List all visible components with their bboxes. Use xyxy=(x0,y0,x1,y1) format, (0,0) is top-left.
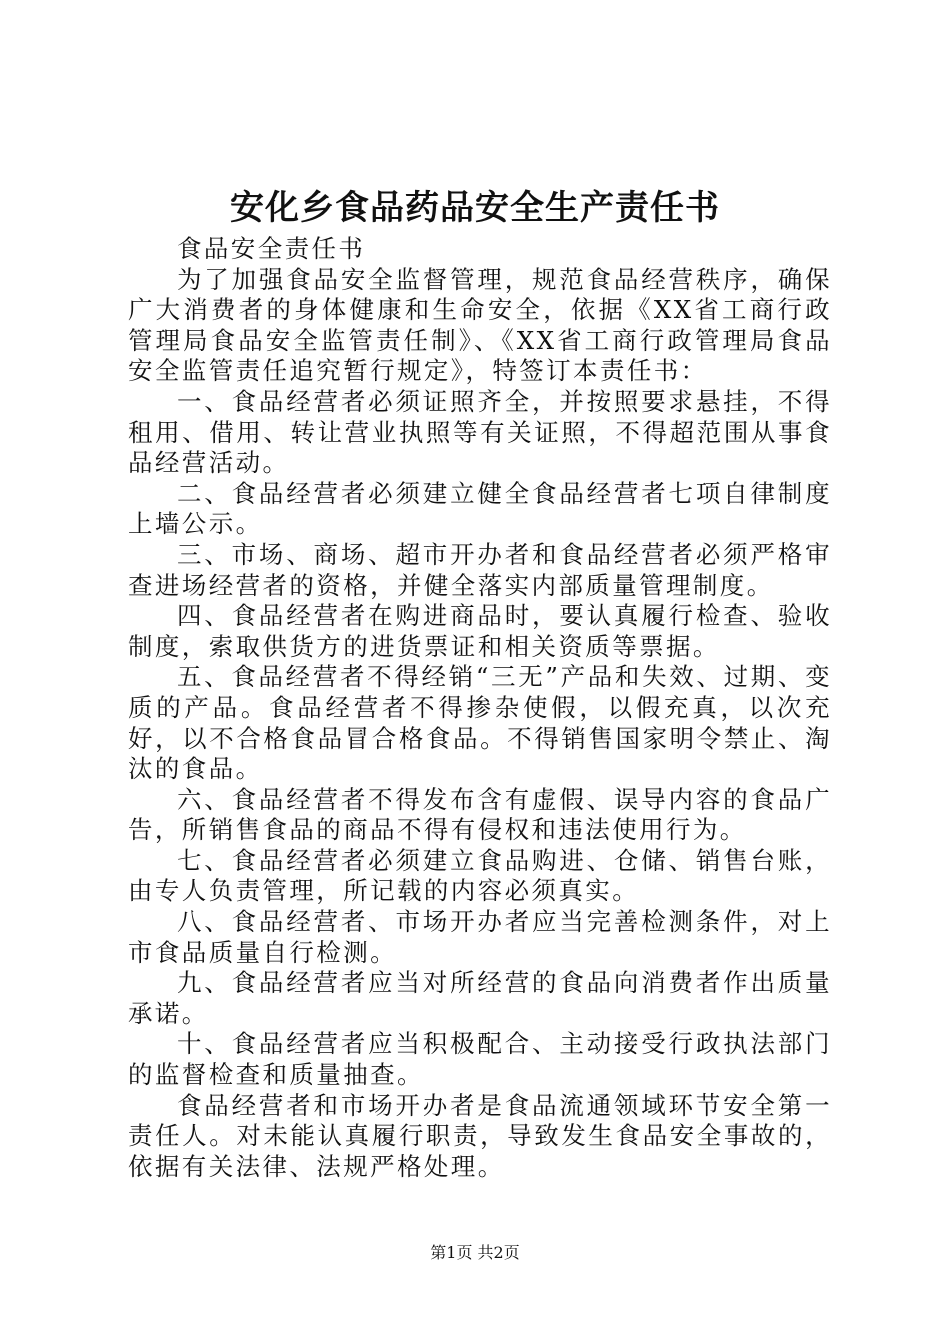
paragraph-clause-8: 八、食品经营者、市场开办者应当完善检测条件，对上市食品质量自行检测。 xyxy=(128,907,832,967)
paragraph-subtitle: 食品安全责任书 xyxy=(177,234,366,263)
page-number-footer: 第1页 共2页 xyxy=(430,1243,520,1262)
paragraph-clause-6: 六、食品经营者不得发布含有虚假、误导内容的食品广告，所销售食品的商品不得有侵权和违法使用行为。 xyxy=(128,784,832,845)
paragraph-clause-5: 五、食品经营者不得经销“三无”产品和失效、过期、变质的产品。食品经营者不得掺杂使假，以假充真，以次充好，以不合格食品冒合格食品。不得销售国家明令禁止、淘汰的食品。 xyxy=(128,662,832,784)
document-body xyxy=(128,234,832,1182)
paragraph-clause-9: 九、食品经营者应当对所经营的食品向消费者作出质量承诺。 xyxy=(128,968,832,1028)
paragraph-clause-10: 十、食品经营者应当积极配合、主动接受行政执法部门的监督检查和质量抽查。 xyxy=(128,1029,832,1090)
paragraph-clause-4: 四、食品经营者在购进商品时，要认真履行检查、验收制度，索取供货方的进货票证和相关资质等票据。 xyxy=(128,601,832,661)
paragraph-responsibility: 食品经营者和市场开办者是食品流通领域环节安全第一责任人。对未能认真履行职责，导致发生食品安全事故的，依据有关法律、法规严格处理。 xyxy=(128,1090,832,1181)
paragraph-clause-7: 七、食品经营者必须建立食品购进、仓储、销售台账，由专人负责管理，所记载的内容必须真实。 xyxy=(128,845,832,906)
paragraph-clause-2: 二、食品经营者必须建立健全食品经营者七项自律制度上墙公示。 xyxy=(128,478,832,539)
paragraph-preamble: 为了加强食品安全监督管理，规范食品经营秩序，确保广大消费者的身体健康和生命安全，依据《XX省工商行政管理局食品安全监管责任制》、《XX省工商行政管理局食品安全监管责任追究暂行规定》，特签订本责任书： xyxy=(128,264,832,386)
paragraph-clause-1: 一、食品经营者必须证照齐全，并按照要求悬挂，不得租用、借用、转让营业执照等有关证照，不得超范围从事食品经营活动。 xyxy=(128,386,832,478)
document-title: 安化乡食品药品安全生产责任书 xyxy=(230,188,720,228)
paragraph-clause-3: 三、市场、商场、超市开办者和食品经营者必须严格审查进场经营者的资格，并健全落实内部质量管理制度。 xyxy=(128,539,832,600)
